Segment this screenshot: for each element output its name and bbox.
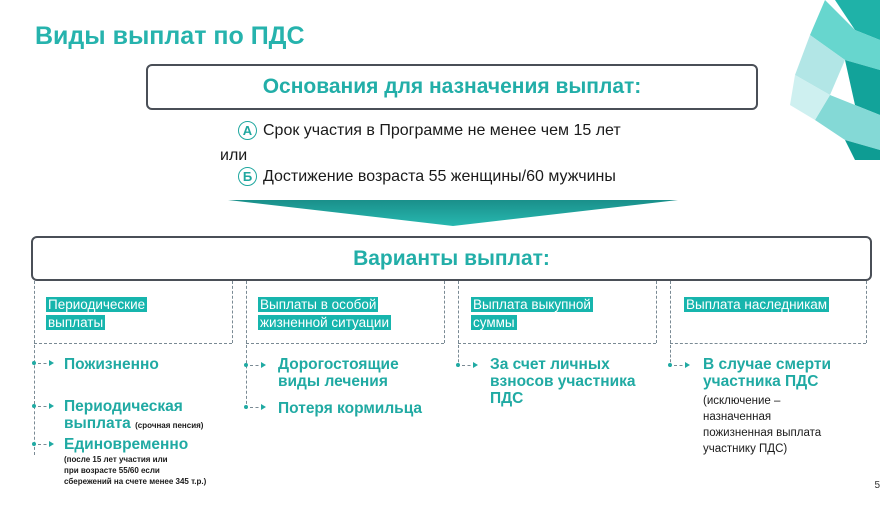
badge-b: Б (238, 167, 257, 186)
item-periodic: Периодическая выплата (срочная пенсия) (64, 398, 204, 432)
arrow-icon (38, 406, 52, 407)
lump-sum-note: (после 15 лет участия или при возрасте 55/60 если сбережений на счете менее 345 т.р.) (64, 455, 207, 486)
divider (246, 281, 247, 343)
divider (444, 281, 445, 343)
category-redemption-label: Выплата выкупной суммы (473, 297, 591, 330)
item-loss-of-breadwinner: Потеря кормильца (278, 400, 423, 417)
condition-a-text: Срок участия в Программе не менее чем 15 лет (263, 121, 621, 139)
divider (458, 343, 656, 344)
connector-dot (668, 363, 672, 367)
item-death-of-participant: В случае смерти участника ПДС (703, 356, 832, 390)
variants-box (31, 236, 872, 281)
connector-dot (32, 442, 36, 446)
arrow-icon (674, 365, 688, 366)
divider (656, 281, 657, 343)
arrow-icon (462, 365, 476, 366)
divider (246, 343, 444, 344)
condition-b-text: Достижение возраста 55 женщины/60 мужчины (263, 167, 616, 185)
connector-dot (32, 404, 36, 408)
divider (670, 281, 671, 343)
arrow-icon (250, 365, 264, 366)
grounds-heading: Основания для назначения выплат: (262, 75, 642, 98)
page-title: Виды выплат по ПДС (35, 22, 305, 50)
connector-dot (244, 363, 248, 367)
divider (232, 281, 233, 343)
decorative-shapes (785, 0, 880, 160)
category-special-label: Выплаты в особой жизненной ситуации (260, 297, 389, 330)
arrow-icon (38, 444, 52, 445)
connector-dot (32, 361, 36, 365)
divider (458, 281, 459, 343)
item-expensive-treatment: Дорогостоящие виды лечения (278, 356, 399, 390)
category-periodic-label: Периодические выплаты (48, 297, 146, 330)
down-arrow-icon (228, 200, 678, 226)
connector-dot (456, 363, 460, 367)
item-lump-sum: Единовременно (64, 436, 189, 453)
page-number: 5 (874, 480, 880, 491)
condition-a (238, 121, 621, 140)
grounds-box (146, 64, 758, 110)
item-lifelong: Пожизненно (64, 356, 159, 373)
item-personal-contributions: За счет личных взносов участника ПДС (490, 356, 636, 407)
condition-b (238, 167, 616, 186)
arrow-icon (38, 363, 52, 364)
variants-heading: Варианты выплат: (353, 247, 550, 270)
connector (246, 345, 247, 409)
arrow-icon (250, 407, 264, 408)
badge-a: А (238, 121, 257, 140)
divider (866, 281, 867, 343)
heirs-note: (исключение – назначенная пожизненная выплата участнику ПДС) (703, 395, 822, 455)
divider (670, 343, 866, 344)
category-heirs-label: Выплата наследникам (686, 297, 828, 312)
divider (34, 281, 35, 343)
divider (34, 343, 232, 344)
or-label: или (220, 147, 248, 164)
connector-dot (244, 405, 248, 409)
